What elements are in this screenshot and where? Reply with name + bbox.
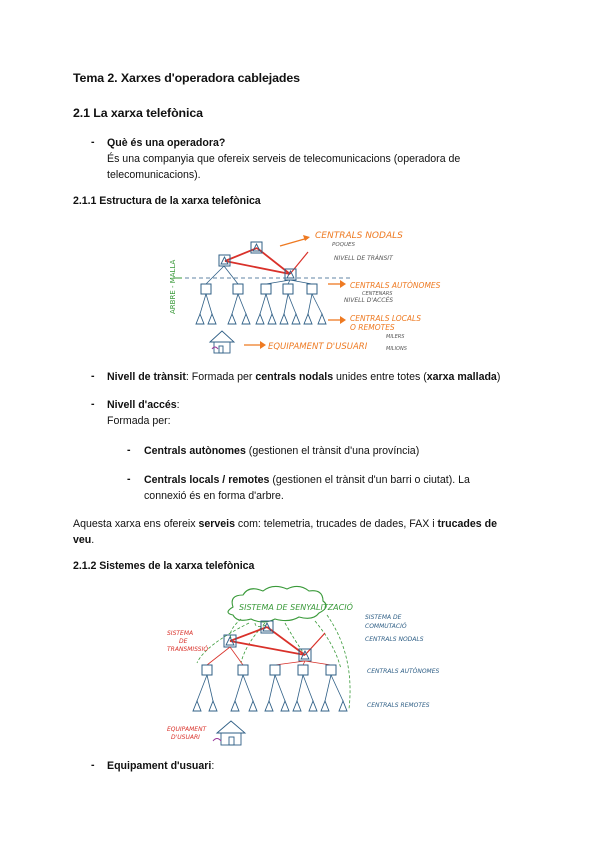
label-equipament-usuari: EQUIPAMENT D'USUARI [268,342,368,352]
autonomes-label: Centrals autònomes [144,445,246,457]
bold-run: xarxa mallada [426,371,497,383]
label-centrals-nodals: CENTRALS NODALS [315,231,403,241]
label-centrals-autonomes-2: CENTRALS AUTÒNOMES [367,668,440,675]
text-run: . [91,534,95,546]
label-milers: MILERS [386,334,405,340]
label-centenars: CENTENARS [362,291,393,297]
serveis-paragraph [73,516,528,548]
text-run: com: telemetria, trucades de dades, FAX i [234,518,438,530]
bold-run: serveis [198,518,235,530]
label-senyalitzacio: SISTEMA DE SENYALITZACIÓ [239,603,353,612]
formada-per: Formada per: [107,415,171,427]
bullet-dash: - [91,136,95,148]
locals-item [144,472,564,504]
autonomes-item [144,443,544,459]
label-centrals-autonomes: CENTRALS AUTÒNOMES [350,281,441,290]
network-structure-figure [160,218,441,360]
text-run: connexió és en forma d'arbre. [144,490,284,502]
text-run: unides entre totes ( [333,371,427,383]
label-transmissio-3: TRANSMISSIÓ [167,646,209,653]
label-transmissio-1: SISTEMA [167,630,194,637]
label-sistema-de: SISTEMA DE [365,614,402,621]
text-run: (gestionen el trànsit d'un barri o ciutat). La [269,474,470,486]
nivell-transit-paragraph [107,369,547,385]
bullet-dash: - [91,398,95,410]
answer-line-1: És una companyia que ofereix serveis de telecomunicacions (operadora de [107,153,461,165]
bold-run: trucades de [437,518,497,530]
equipament-paragraph [107,758,214,774]
bullet-dash: - [127,473,131,485]
label-usuari: D'USUARI [171,734,200,741]
house-icon [210,331,234,353]
bold-run: centrals nodals [255,371,334,383]
text-run: Aquesta xarxa ens ofereix [73,518,199,530]
nivell-acces-paragraph [107,397,527,429]
label-o-remotes: O REMOTES [350,323,395,332]
document-title: Tema 2. Xarxes d'operadora cablejades [73,71,300,85]
label-nivell-transit: NIVELL DE TRÀNSIT [334,255,393,262]
nivell-transit-label: Nivell de trànsit [107,371,186,383]
section-heading-2-1-2: 2.1.2 Sistemes de la xarxa telefònica [73,560,255,572]
label-equipament: EQUIPAMENT [167,726,207,733]
label-centrals-remotes: CENTRALS REMOTES [367,702,430,709]
text-run: (gestionen el trànsit d'una província) [245,445,420,457]
label-centrals-locals: CENTRALS LOCALS [350,314,421,323]
bullet-dash: - [91,370,95,382]
bold-run: veu [73,534,92,546]
label-nivell-acces: NIVELL D'ACCÉS [344,297,394,304]
house-icon [217,721,245,745]
network-systems-figure [145,585,445,750]
label-arbre-malla: ARBRE - MALLA [169,259,177,314]
text-run: : Formada per [185,371,256,383]
bullet-dash: - [91,759,95,771]
label-poques: POQUES [332,242,355,248]
locals-label: Centrals locals / remotes [144,474,270,486]
nivell-acces-label: Nivell d'accés [107,399,177,411]
label-transmissio-2: DE [179,638,188,645]
bullet-dash: - [127,444,131,456]
question-label: Què és una operadora? [107,137,226,149]
label-centrals-nodals-2: CENTRALS NODALS [365,636,424,643]
text-run: : [211,760,215,772]
answer-line-2: telecomunicacions). [107,169,201,181]
text-run: ) [496,371,501,383]
question-block [107,135,527,183]
equipament-label: Equipament d'usuari [107,760,212,772]
label-milions: MILIONS [386,346,407,352]
section-heading-2-1: 2.1 La xarxa telefònica [73,106,203,120]
label-commutacio: COMMUTACIÓ [365,623,407,630]
section-heading-2-1-1: 2.1.1 Estructura de la xarxa telefònica [73,195,261,207]
text-run: : [176,399,180,411]
